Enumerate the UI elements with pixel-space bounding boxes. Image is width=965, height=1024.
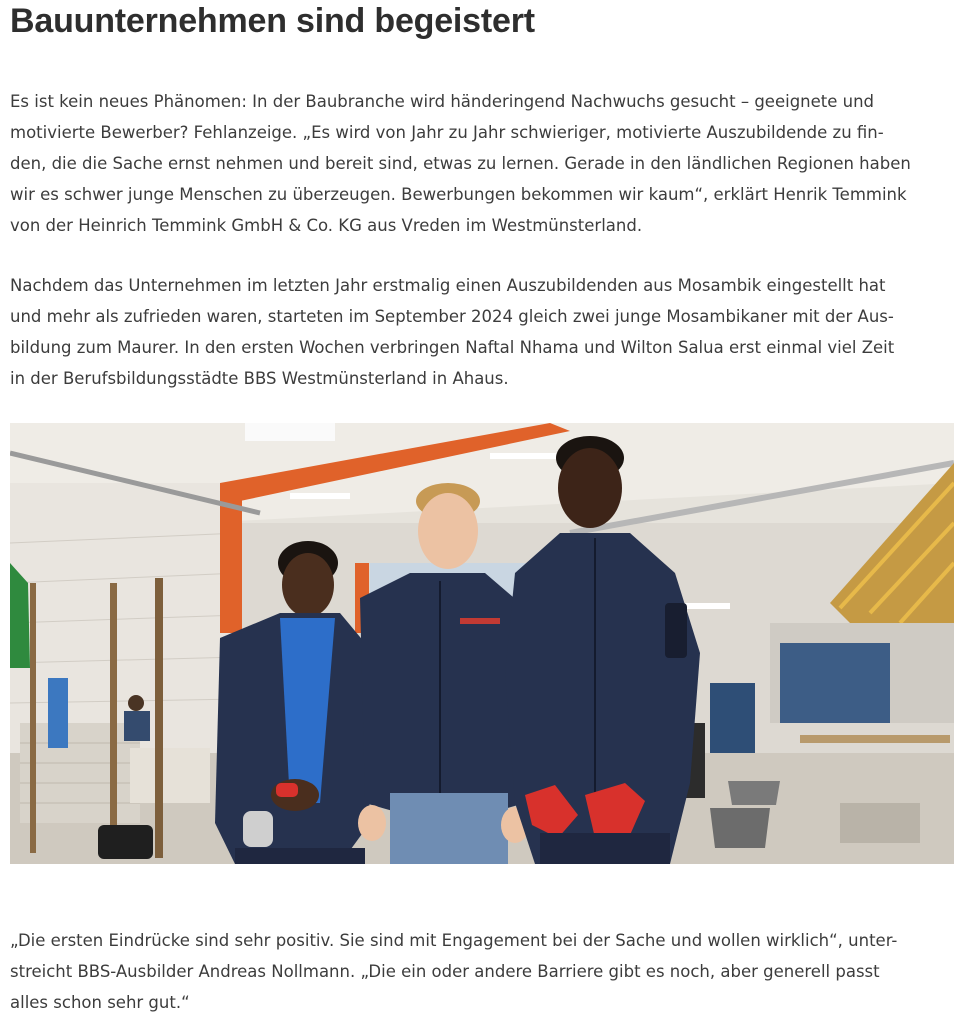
paragraph-line: den, die die Sache ernst nehmen und bereit sind, etwas zu lernen. Gerade in den ländlichen Regionen haben	[10, 154, 911, 173]
paragraph-line: und mehr als zufrieden waren, starteten im September 2024 gleich zwei junge Mosambikaner mit der Aus-	[10, 307, 894, 326]
wooden-post	[30, 583, 36, 853]
paragraph-line: wir es schwer junge Menschen zu überzeugen. Bewerbungen bekommen wir kaum“, erklärt Henrik Temmink	[10, 185, 907, 204]
sleeve-pocket	[665, 603, 687, 658]
background-worker-head	[128, 695, 144, 711]
jacket-logo	[460, 618, 500, 624]
door	[710, 683, 755, 753]
paragraph-intro	[10, 86, 911, 241]
paragraph-company	[10, 270, 894, 394]
hand-left	[358, 805, 386, 841]
wooden-post	[155, 578, 163, 858]
trousers	[235, 848, 365, 864]
hanging-jacket	[48, 678, 68, 748]
face	[282, 553, 334, 617]
wooden-post	[110, 583, 117, 843]
paragraph-line: motivierte Bewerber? Fehlanzeige. „Es wird von Jahr zu Jahr schwieriger, motivierte Auszubildende zu fin-	[10, 123, 884, 142]
background-worker-body	[124, 711, 150, 741]
workbench	[800, 735, 950, 743]
ceiling-light	[290, 493, 350, 499]
mortar-tub	[728, 781, 780, 805]
jeans	[390, 793, 508, 864]
paragraph-line: streicht BBS-Ausbilder Andreas Nollmann. „Die ein oder andere Barriere gibt es noch, aber generell passt	[10, 962, 880, 981]
mortar-bucket	[710, 808, 770, 848]
brick-wall-left	[20, 723, 140, 823]
paragraph-line: bildung zum Maurer. In den ersten Wochen verbringen Naftal Nhama und Wilton Salua erst einmal viel Zeit	[10, 338, 895, 357]
paragraph-line: alles schon sehr gut.“	[10, 993, 190, 1012]
paragraph-line: Es ist kein neues Phänomen: In der Baubranche wird händeringend Nachwuchs gesucht – geeignete und	[10, 92, 875, 111]
face	[558, 448, 622, 528]
glove-white	[243, 811, 273, 847]
skylight	[245, 423, 335, 441]
paragraph-line: von der Heinrich Temmink GmbH & Co. KG aus Vreden im Westmünsterland.	[10, 216, 643, 235]
article-photo	[10, 423, 954, 864]
black-bag	[98, 825, 153, 859]
workshop-photo-illustration	[10, 423, 954, 864]
paragraph-line: Nachdem das Unternehmen im letzten Jahr erstmalig einen Auszubildenden aus Mosambik eingestellt hat	[10, 276, 886, 295]
paragraph-line: „Die ersten Eindrücke sind sehr positiv. Sie sind mit Engagement bei der Sache und wollen wirklich“, unter-	[10, 931, 898, 950]
brick-stack	[840, 803, 920, 843]
trousers	[540, 833, 670, 864]
paragraph-quote	[10, 925, 897, 1018]
face	[418, 493, 478, 569]
brick-wall-mid	[130, 748, 210, 803]
ceiling-light	[490, 453, 560, 459]
glove-red	[276, 783, 298, 797]
article-heading: Bauunternehmen sind begeistert	[10, 2, 535, 40]
jacket	[360, 573, 525, 813]
paragraph-line: in der Berufsbildungsstädte BBS Westmünsterland in Ahaus.	[10, 369, 509, 388]
blue-frame-door	[780, 643, 890, 723]
